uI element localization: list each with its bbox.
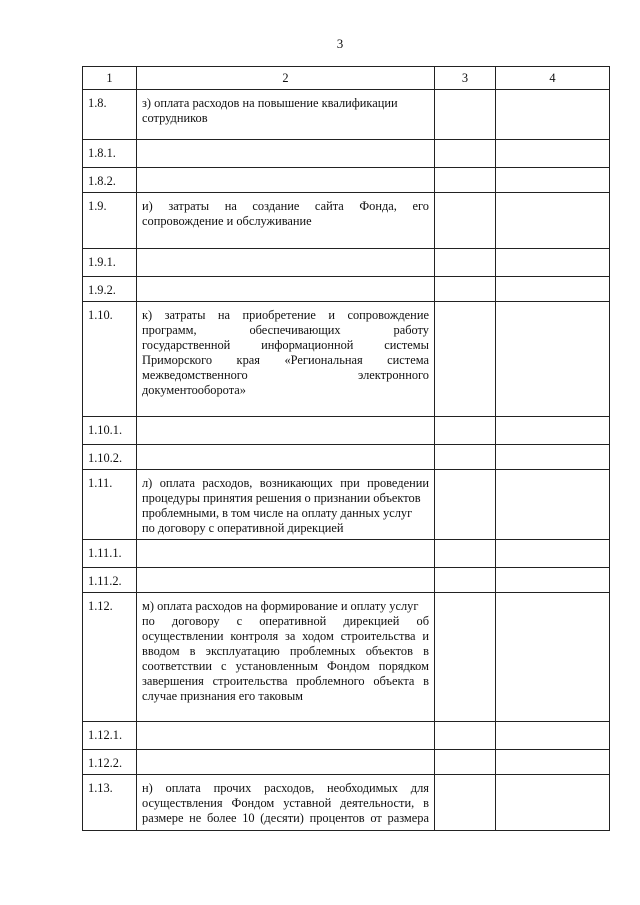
description-line: документооборота» <box>142 383 246 397</box>
table-row <box>83 193 610 249</box>
value-cell-col3 <box>435 417 496 445</box>
description-word: системы <box>384 338 429 352</box>
row-description-cell <box>137 775 435 831</box>
row-description-cell <box>137 722 435 750</box>
description-word: программ, <box>142 323 197 337</box>
description-word: от <box>370 811 382 825</box>
row-number-cell: 1.10. <box>83 302 137 417</box>
value-cell-col3 <box>435 249 496 277</box>
row-number-cell: 1.12. <box>83 593 137 722</box>
table-row <box>83 750 610 775</box>
description-word: с <box>236 614 243 628</box>
value-cell-col3 <box>435 193 496 249</box>
description-word: л) <box>142 476 153 490</box>
description-word: процентов <box>309 811 365 825</box>
row-description-cell <box>137 593 435 722</box>
value-cell-col4 <box>496 302 610 417</box>
row-description-cell <box>137 302 435 417</box>
description-word: договору <box>171 614 220 628</box>
description-word: Фондом <box>231 796 275 810</box>
value-cell-col4 <box>496 722 610 750</box>
row-number-cell: 1.11.1. <box>83 540 137 568</box>
description-line <box>142 338 429 353</box>
description-word: при <box>340 476 360 490</box>
table-row <box>83 249 610 277</box>
value-cell-col3 <box>435 568 496 593</box>
value-cell-col3 <box>435 750 496 775</box>
value-cell-col4 <box>496 417 610 445</box>
description-line <box>142 368 429 383</box>
value-cell-col3 <box>435 775 496 831</box>
description-word: система <box>387 353 429 367</box>
value-cell-col3 <box>435 470 496 540</box>
description-word: оперативной <box>259 614 327 628</box>
description-line: з) оплата расходов на повышение квалификации <box>142 96 398 110</box>
value-cell-col3 <box>435 168 496 193</box>
value-cell-col4 <box>496 277 610 302</box>
row-description-cell <box>137 470 435 540</box>
value-cell-col4 <box>496 750 610 775</box>
description-line <box>142 614 429 629</box>
value-cell-col3 <box>435 722 496 750</box>
description-word: более <box>206 811 237 825</box>
description-word: прочих <box>213 781 252 795</box>
description-word: затраты <box>168 199 210 213</box>
table-row <box>83 417 610 445</box>
description-word: расходов, <box>264 781 315 795</box>
description-word: с <box>221 659 227 673</box>
description-word: электронного <box>357 368 429 382</box>
column-header-2: 2 <box>137 67 435 90</box>
row-number-cell: 1.11.2. <box>83 568 137 593</box>
table-row <box>83 775 610 831</box>
value-cell-col4 <box>496 90 610 140</box>
value-cell-col4 <box>496 445 610 470</box>
value-cell-col4 <box>496 540 610 568</box>
row-description-cell <box>137 90 435 140</box>
row-description-cell <box>137 193 435 249</box>
description-line <box>142 659 429 674</box>
description-word: строительства <box>340 629 416 643</box>
table-row <box>83 168 610 193</box>
table-row <box>83 302 610 417</box>
column-header-4: 4 <box>496 67 610 90</box>
row-number-cell: 1.8. <box>83 90 137 140</box>
row-number-cell: 1.13. <box>83 775 137 831</box>
value-cell-col4 <box>496 193 610 249</box>
row-description-cell <box>137 750 435 775</box>
description-line <box>142 674 429 689</box>
value-cell-col3 <box>435 593 496 722</box>
table-row <box>83 568 610 593</box>
description-word: края <box>236 353 260 367</box>
description-line: сопровождение и обслуживание <box>142 214 312 228</box>
value-cell-col4 <box>496 249 610 277</box>
description-word: возникающих <box>259 476 333 490</box>
description-word: сопровождение <box>347 308 429 322</box>
description-word: в <box>189 644 196 658</box>
table-header-row <box>83 67 610 90</box>
description-word: на <box>217 308 231 322</box>
row-number-cell: 1.8.2. <box>83 168 137 193</box>
table-row <box>83 593 610 722</box>
description-word: для <box>410 781 429 795</box>
description-word: «Региональная <box>284 353 363 367</box>
description-line <box>142 796 429 811</box>
description-word: за <box>285 629 296 643</box>
description-word: его <box>412 199 429 213</box>
description-word: расходов, <box>202 476 253 490</box>
description-word: и <box>328 308 335 322</box>
description-word: информационной <box>261 338 354 352</box>
row-number-cell: 1.12.1. <box>83 722 137 750</box>
row-number-cell: 1.10.1. <box>83 417 137 445</box>
row-description-cell <box>137 249 435 277</box>
description-line <box>142 353 429 368</box>
column-header-3: 3 <box>435 67 496 90</box>
description-word: обеспечивающих <box>249 323 341 337</box>
description-line <box>142 476 429 491</box>
description-word: 10 <box>242 811 255 825</box>
row-number-cell: 1.10.2. <box>83 445 137 470</box>
description-word: необходимых <box>326 781 398 795</box>
row-description-cell <box>137 445 435 470</box>
description-line: проблемными, в том числе на оплату данных услуг <box>142 506 413 520</box>
description-word: ходом <box>302 629 334 643</box>
description-line <box>142 308 429 323</box>
description-word: объекта <box>373 674 415 688</box>
table-body <box>83 90 610 831</box>
description-word: проблемного <box>296 674 365 688</box>
value-cell-col4 <box>496 140 610 168</box>
value-cell-col3 <box>435 277 496 302</box>
table-row <box>83 90 610 140</box>
table-row <box>83 445 610 470</box>
description-line: сотрудников <box>142 111 208 125</box>
description-word: государственной <box>142 338 231 352</box>
description-word: оплата <box>165 781 201 795</box>
value-cell-col4 <box>496 593 610 722</box>
row-description-cell <box>137 568 435 593</box>
description-line <box>142 323 429 338</box>
description-word: в <box>423 674 429 688</box>
description-word: установленным <box>235 659 318 673</box>
row-description-cell <box>137 140 435 168</box>
column-header-1: 1 <box>83 67 137 90</box>
description-word: деятельности, <box>340 796 415 810</box>
row-description-cell <box>137 277 435 302</box>
row-number-cell: 1.9. <box>83 193 137 249</box>
description-word: оплата <box>159 476 195 490</box>
description-line: процедуры принятия решения о признании объектов <box>142 491 421 505</box>
table-row <box>83 140 610 168</box>
description-word: н) <box>142 781 153 795</box>
description-word: вводом <box>142 644 180 658</box>
row-number-cell: 1.8.1. <box>83 140 137 168</box>
description-word: соответствии <box>142 659 213 673</box>
table-row <box>83 470 610 540</box>
description-word: в <box>423 644 429 658</box>
description-word: проведении <box>367 476 429 490</box>
description-word: осуществлении <box>142 629 224 643</box>
description-word: Фонда, <box>359 199 397 213</box>
description-word: проблемных <box>289 644 356 658</box>
description-word: завершения <box>142 674 204 688</box>
description-word: дирекцией <box>343 614 400 628</box>
description-word: по <box>142 614 155 628</box>
row-description-cell <box>137 417 435 445</box>
value-cell-col4 <box>496 568 610 593</box>
description-word: строительства <box>212 674 288 688</box>
value-cell-col4 <box>496 470 610 540</box>
budget-table <box>82 66 610 831</box>
description-word: в <box>423 796 429 810</box>
description-line: м) оплата расходов на формирование и оплату услуг <box>142 599 419 613</box>
row-number-cell: 1.12.2. <box>83 750 137 775</box>
description-word: уставной <box>283 796 332 810</box>
description-word: и) <box>142 199 153 213</box>
description-word: осуществления <box>142 796 223 810</box>
description-line: случае признания его таковым <box>142 689 303 703</box>
description-word: приобретение <box>242 308 316 322</box>
value-cell-col4 <box>496 168 610 193</box>
row-number-cell: 1.9.2. <box>83 277 137 302</box>
description-word: размера <box>387 811 429 825</box>
description-word: (десяти) <box>260 811 304 825</box>
value-cell-col3 <box>435 90 496 140</box>
description-word: об <box>416 614 429 628</box>
table-row <box>83 540 610 568</box>
value-cell-col3 <box>435 540 496 568</box>
description-word: Фондом <box>327 659 370 673</box>
value-cell-col3 <box>435 302 496 417</box>
row-number-cell: 1.11. <box>83 470 137 540</box>
description-word: объектов <box>365 644 413 658</box>
description-word: эксплуатацию <box>205 644 280 658</box>
row-number-cell: 1.9.1. <box>83 249 137 277</box>
description-word: сайта <box>314 199 344 213</box>
row-description-cell <box>137 168 435 193</box>
description-word: и <box>422 629 429 643</box>
description-word: размере <box>142 811 184 825</box>
description-word: к) <box>142 308 153 322</box>
description-line <box>142 199 429 214</box>
description-word: на <box>224 199 237 213</box>
description-word: Приморского <box>142 353 213 367</box>
description-word: межведомственного <box>142 368 248 382</box>
description-line <box>142 781 429 796</box>
row-description-cell <box>137 540 435 568</box>
description-word: не <box>189 811 202 825</box>
description-word: затраты <box>164 308 206 322</box>
description-word: контроля <box>230 629 279 643</box>
description-line <box>142 644 429 659</box>
value-cell-col3 <box>435 140 496 168</box>
description-line: по договору с оперативной дирекцией <box>142 521 344 535</box>
value-cell-col3 <box>435 445 496 470</box>
value-cell-col4 <box>496 775 610 831</box>
table-row <box>83 277 610 302</box>
table-row <box>83 722 610 750</box>
page-number: 3 <box>336 36 344 51</box>
description-word: порядком <box>378 659 429 673</box>
description-line <box>142 629 429 644</box>
description-word: работу <box>393 323 429 337</box>
description-line <box>142 811 429 826</box>
description-word: создание <box>252 199 300 213</box>
